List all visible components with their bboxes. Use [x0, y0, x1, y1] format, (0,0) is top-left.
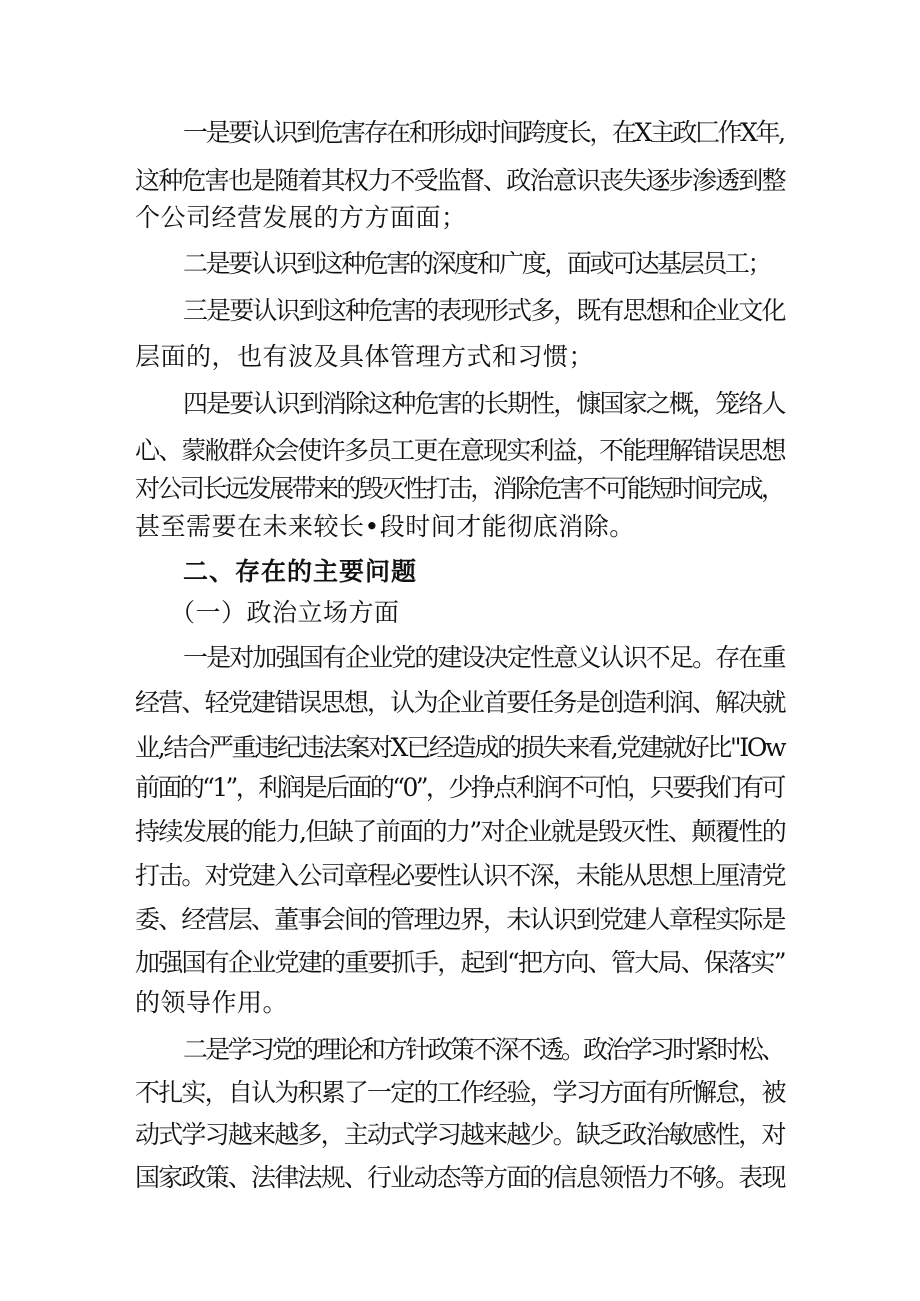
paragraph-line: 打击。对党建入公司章程必要性认识不深，未能从思想上厘清党: [135, 861, 785, 890]
paragraph-line: 层面的，也有波及具体管理方式和习惯；: [135, 342, 595, 371]
paragraph-line: 不扎实，自认为积累了一定的工作经验，学习方面有所懈怠，被: [135, 1078, 785, 1107]
paragraph-line: 甚至需要在未来较长•段时间才能彻底消除。: [135, 512, 635, 541]
paragraph-line: 国家政策、法律法规、行业动态等方面的信息领悟力不够。表现: [135, 1163, 785, 1192]
section-heading: 二、存在的主要问题: [183, 557, 418, 586]
paragraph-line: 经营、轻党建错误思想，认为企业首要任务是创造利润、解决就: [135, 688, 785, 717]
paragraph-line: 二是学习党的理论和方针政策不深不透。政治学习时紧时松、: [183, 1035, 784, 1064]
paragraph-line: 委、经营层、董事会间的管理边界，未认识到党建人章程实际是: [135, 905, 785, 934]
paragraph-line: 持续发展的能力,但缺了前面的力”对企业就是毁灭性、颠覆性的: [135, 817, 786, 846]
paragraph-line: 前面的“1”，利润是后面的“0”，少挣点利润不可怕，只要我们有可: [135, 773, 784, 802]
paragraph-line: 四是要认识到消除这种危害的长期性，慷国家之概，笼络人: [183, 389, 785, 418]
paragraph-line: 心、蒙敝群众会使许多员工更在意现实利益，不能理解错误思想: [135, 436, 785, 465]
paragraph-line: 三是要认识到这种危害的表现形式多，既有思想和企业文化: [183, 296, 785, 325]
subsection-heading: （一）政治立场方面: [170, 598, 400, 627]
paragraph-line: 的领导作用。: [135, 988, 289, 1017]
paragraph-line: 加强国有企业党建的重要抓手，起到“把方向、管大局、保落实”: [135, 948, 785, 977]
paragraph-line: 一是要认识到危害存在和形成时间跨度长，在X主政匚作X年,: [183, 118, 784, 147]
paragraph-line: 这种危害也是随着其权力不受监督、政治意识丧失逐步渗透到整: [135, 166, 785, 195]
paragraph-line: 个公司经营发展的方方面面；: [135, 203, 467, 232]
paragraph-line: 对公司长远发展带来的毁灭性打击，消除危害不可能短时间完成，: [135, 474, 784, 503]
paragraph-line: 业,结合严重违纪违法案对X已经造成的损失来看,党建就好比"IOw: [135, 733, 785, 762]
paragraph-line: 动式学习越来越多，主动式学习越来越少。缺乏政治敏感性，对: [135, 1120, 785, 1149]
paragraph-line: 二是要认识到这种危害的深度和广度，面或可达基层员工；: [183, 249, 771, 278]
paragraph-line: 一是对加强国有企业党的建设决定性意义认识不足。存在重: [183, 643, 785, 672]
